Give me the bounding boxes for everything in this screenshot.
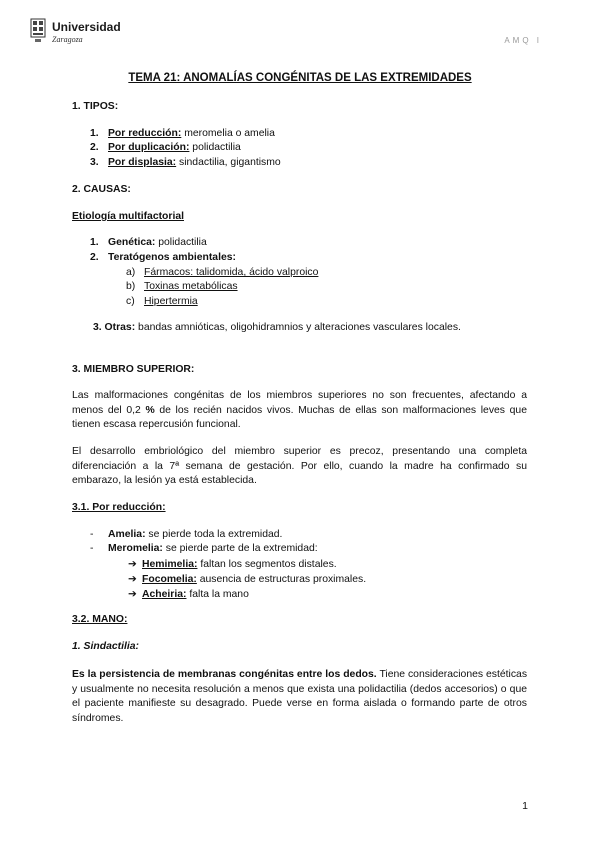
item-text: se pierde toda la extremidad. [145, 529, 283, 540]
page-number: 1 [522, 800, 528, 812]
item-term: Teratógenos ambientales: [108, 252, 236, 263]
list-item-other [93, 322, 461, 333]
list-item [90, 543, 318, 554]
item-term: Por reducción: [108, 128, 182, 139]
item-text: Hipertermia [144, 296, 198, 307]
item-letter: b) [126, 281, 136, 292]
item-term: Hemimelia: [142, 559, 198, 570]
item-term: Amelia: [108, 529, 146, 540]
sub-list-item [128, 573, 366, 585]
list-item [90, 252, 236, 263]
item-letter: a) [126, 267, 136, 278]
item-text: polidactilia [189, 142, 241, 153]
item-term: Acheiria: [142, 589, 187, 600]
page-title: TEMA 21: ANOMALÍAS CONGÉNITAS DE LAS EXTREMIDADES [128, 72, 472, 84]
item-number: 1. [90, 237, 99, 248]
item-text: sindactilia, gigantismo [176, 157, 281, 168]
header-tag: AMQ I [504, 36, 542, 45]
item-text: polidactilia [155, 237, 207, 248]
paragraph [72, 668, 527, 726]
university-name: Universidad [52, 20, 121, 34]
paragraph-text: Tiene consideraciones estéticas y usualmente no necesita resolución a menos que exista una polidactilia (dedos accesorios) o que el paciente manifieste su desagrado. Puede verse en forma aislada o formando parte de otros síndromes. [72, 669, 528, 724]
section-1-heading: 1. TIPOS: [72, 101, 119, 112]
arrow-icon: ➔ [128, 574, 137, 585]
section-3-2-heading: 3.2. MANO: [72, 614, 128, 625]
paragraph-bold: Es la persistencia de membranas congénitas entre los dedos. [72, 669, 377, 680]
item-number: 1. [90, 128, 99, 139]
item-text: Fármacos: talidomida, ácido valproico [144, 267, 319, 278]
item-letter: c) [126, 296, 135, 307]
item-term: Por displasia: [108, 157, 177, 168]
item-text: se pierde parte de la extremidad: [162, 543, 318, 554]
list-item [90, 157, 281, 168]
sub-list-item [126, 267, 318, 278]
paragraph-bold: % [145, 404, 155, 416]
list-item [90, 237, 207, 248]
section-3-1-heading: 3.1. Por reducción: [72, 502, 166, 513]
arrow-icon: ➔ [128, 589, 137, 600]
section-2-heading: 2. CAUSAS: [72, 184, 131, 195]
item-term: Por duplicación: [108, 142, 190, 153]
sub-list-item [126, 281, 238, 292]
list-item [90, 142, 241, 153]
item-text: meromelia o amelia [181, 128, 275, 139]
university-logo [30, 18, 140, 48]
paragraph: El desarrollo embriológico del miembro superior es precoz, presentando una completa diferenciación a la 7ª semana de gestación. Por ello, cuando la madre ha confirmado su embarazo, la lesión ya está establecida. [72, 446, 527, 487]
item-term: 3. Otras: [93, 322, 136, 333]
arrow-icon: ➔ [128, 559, 137, 570]
crest-icon [30, 18, 46, 44]
item-text: bandas amnióticas, oligohidramnios y alteraciones vasculares locales. [135, 322, 461, 333]
list-item [90, 529, 282, 540]
dash: - [90, 543, 94, 554]
section-3-heading: 3. MIEMBRO SUPERIOR: [72, 364, 195, 375]
sindactilia-heading: 1. Sindactilia: [72, 641, 139, 652]
dash: - [90, 529, 94, 540]
item-number: 2. [90, 252, 99, 263]
item-term: Focomelia: [142, 574, 197, 585]
list-item [90, 128, 275, 139]
item-text: ausencia de estructuras proximales. [196, 574, 367, 585]
item-term: Genética: [108, 237, 156, 248]
section-2-subheading: Etiología multifactorial [72, 211, 184, 222]
paragraph [72, 389, 527, 433]
item-text: Toxinas metabólicas [144, 281, 238, 292]
item-number: 2. [90, 142, 99, 153]
sub-list-item [128, 558, 337, 570]
sub-list-item [128, 588, 249, 600]
sub-list-item [126, 296, 198, 307]
item-term: Meromelia: [108, 543, 163, 554]
paragraph-text: de los recién nacidos vivos. Muchas de ellas son malformaciones leves que tienen escasa repercusión funcional. [72, 404, 527, 431]
item-number: 3. [90, 157, 99, 168]
item-text: faltan los segmentos distales. [197, 559, 337, 570]
item-text: falta la mano [186, 589, 249, 600]
university-city: Zaragoza [52, 35, 83, 44]
paragraph-text: Las malformaciones congénitas de los miembros superiores no son frecuentes, afectando a menos del 0,2 [72, 390, 527, 416]
